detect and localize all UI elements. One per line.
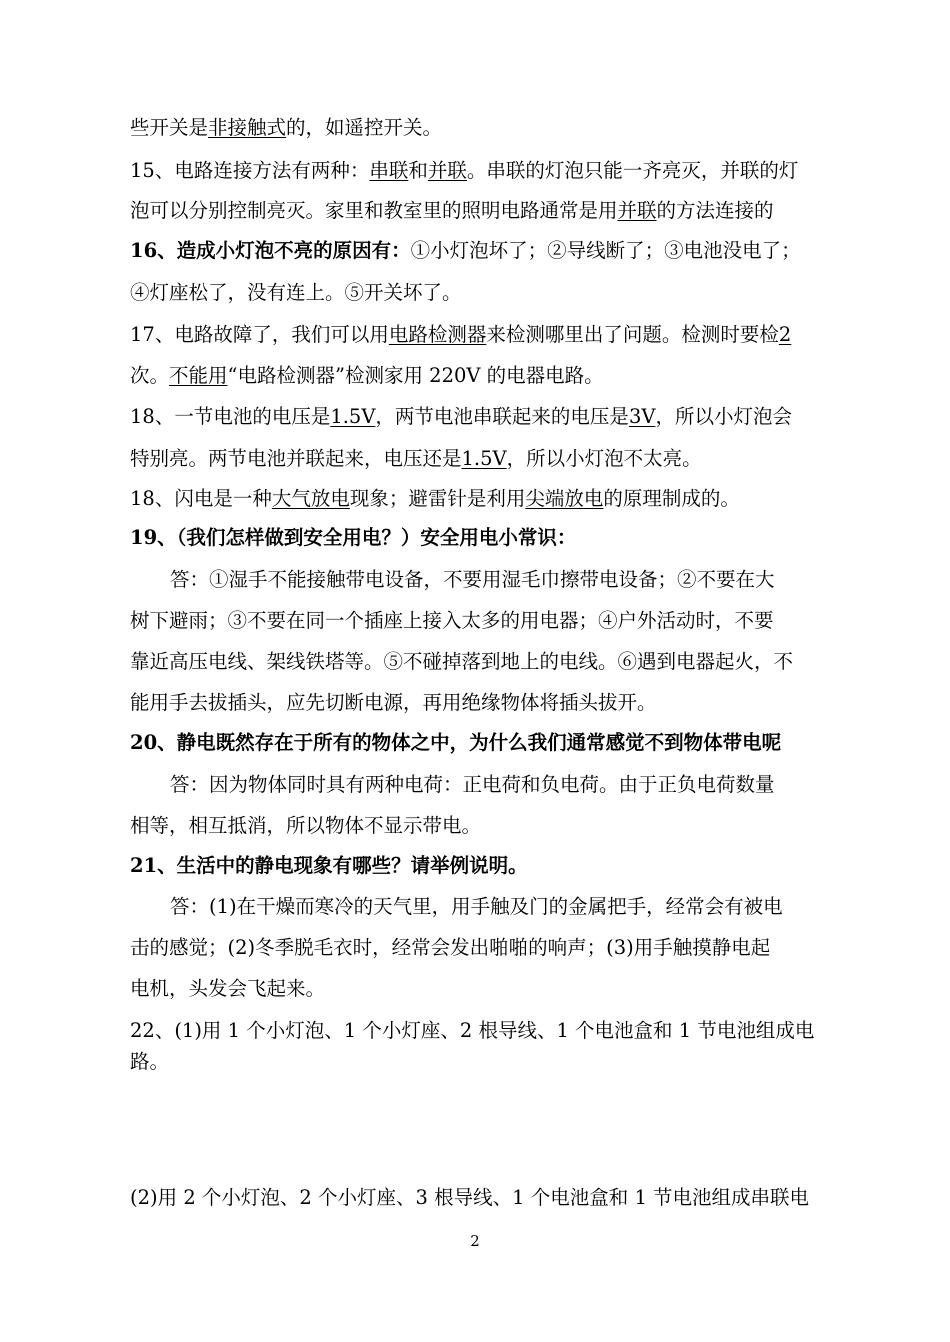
answer-text: 电机，头发会飞起来。 — [130, 977, 326, 1000]
item-16: 16、造成小灯泡不亮的原因有：①小灯泡坏了；②导线断了；③电池没电了； — [130, 239, 801, 262]
item-18b: 18、闪电是一种大气放电现象；避雷针是利用尖端放电的原理制成的。 — [130, 487, 740, 510]
question-heading: 20、静电既然存在于所有的物体之中，为什么我们通常感觉不到物体带电呢 — [130, 731, 782, 754]
item-17: 17、电路故障了，我们可以用电路检测器来检测哪里出了问题。检测时要检2 — [130, 323, 792, 346]
answer-blank: 不能用 — [169, 364, 228, 387]
item-18: 18、一节电池的电压是1.5V，两节电池串联起来的电压是3V，所以小灯泡会 — [130, 405, 792, 428]
question-heading: 16、造成小灯泡不亮的原因有： — [130, 239, 411, 262]
text-line: 些开关是非接触式的，如遥控开关。 — [130, 116, 443, 139]
text-line: 路。 — [130, 1050, 170, 1073]
item-22: 22、(1)用 1 个小灯泡、1 个小灯座、2 根导线、1 个电池盒和 1 节电池组成电 — [130, 1019, 815, 1042]
answer-text: 相等，相互抵消，所以物体不显示带电。 — [130, 814, 482, 837]
question-heading: 21、生活中的静电现象有哪些？请举例说明。 — [130, 854, 528, 877]
page-number: 2 — [470, 1232, 480, 1250]
answer-text: 答：(1)在干燥而寒冷的天气里，用手触及门的金属把手，经常会有被电 — [170, 895, 783, 918]
text-line: 泡可以分别控制亮灭。家里和教室里的照明电路通常是用并联的方法连接的 — [130, 199, 774, 222]
answer-text: 击的感觉；(2)冬季脱毛衣时，经常会发出啪啪的响声；(3)用手触摸静电起 — [130, 936, 771, 959]
answer-text: 靠近高压电线、架线铁塔等。⑤不碰掉落到地上的电线。⑥遇到电器起火，不 — [130, 650, 794, 673]
text-line: 特别亮。两节电池并联起来，电压还是1.5V，所以小灯泡不太亮。 — [130, 447, 702, 470]
answer-blank: 3V — [628, 405, 656, 428]
answer-blank: 串联 — [369, 159, 409, 182]
text-line: ④灯座松了，没有连上。⑤开关坏了。 — [130, 281, 462, 304]
question-heading: 19、（我们怎样做到安全用电？）安全用电小常识： — [130, 526, 577, 549]
answer-text: 答：因为物体同时具有两种电荷：正电荷和负电荷。由于正负电荷数量 — [170, 773, 775, 796]
answer-blank: 并联 — [617, 199, 657, 222]
item-15: 15、电路连接方法有两种：串联和并联。串联的灯泡只能一齐亮灭，并联的灯 — [130, 159, 799, 182]
answer-text: 答：①湿手不能接触带电设备，不要用湿毛巾擦带电设备；②不要在大 — [170, 568, 775, 591]
answer-blank: 非接触式 — [208, 116, 287, 139]
answer-blank: 尖端放电 — [525, 487, 604, 510]
answer-blank: 并联 — [427, 159, 467, 182]
answer-blank: 1.5V — [461, 447, 507, 470]
answer-text: 能用手去拔插头，应先切断电源，再用绝缘物体将插头拔开。 — [130, 691, 657, 714]
answer-blank: 电路检测器 — [388, 323, 487, 346]
answer-blank: 1.5V — [330, 405, 376, 428]
answer-blank: 2 — [778, 323, 792, 346]
answer-blank: 大气放电 — [271, 487, 350, 510]
text-line: 次。不能用“电路检测器”检测家用 220V 的电器电路。 — [130, 364, 604, 387]
text-line: (2)用 2 个小灯泡、2 个小灯座、3 根导线、1 个电池盒和 1 节电池组成串联电 — [130, 1186, 810, 1209]
answer-text: 树下避雨；③不要在同一个插座上接入太多的用电器；④户外活动时，不要 — [130, 609, 774, 632]
